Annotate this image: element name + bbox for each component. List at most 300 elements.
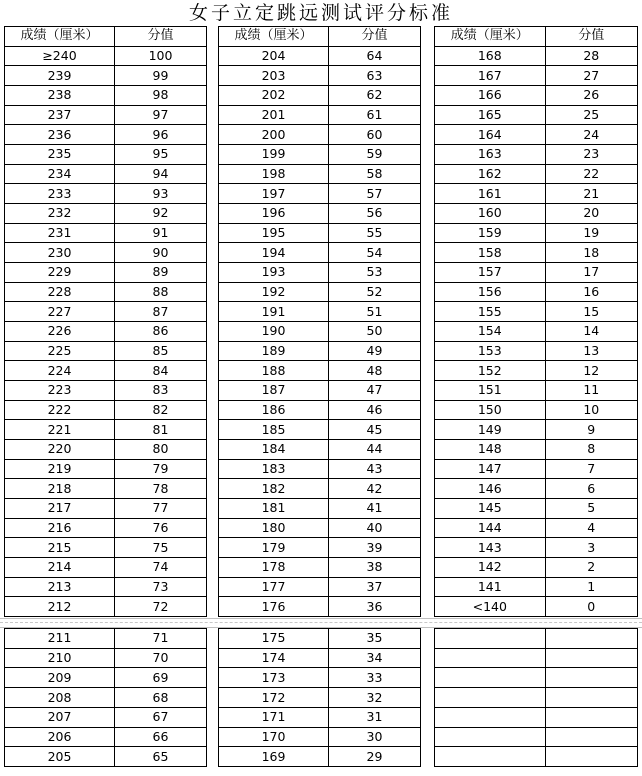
score-cell: 234 (5, 164, 115, 184)
points-cell: 35 (329, 629, 421, 649)
table-row (219, 459, 421, 479)
score-cell: 190 (219, 322, 329, 342)
table-row (5, 243, 207, 263)
score-cell: 167 (435, 66, 546, 86)
table-row (219, 322, 421, 342)
points-cell: 40 (329, 518, 421, 538)
table-row (5, 459, 207, 479)
score-cell: 177 (219, 577, 329, 597)
score-cell: 202 (219, 86, 329, 106)
page-break-divider (0, 618, 642, 628)
table-row (5, 46, 207, 66)
score-cell: 201 (219, 105, 329, 125)
score-cell: 196 (219, 204, 329, 224)
score-cell (435, 648, 546, 668)
points-cell (545, 707, 637, 727)
points-cell: 38 (329, 558, 421, 578)
points-cell: 15 (545, 302, 637, 322)
score-cell (435, 747, 546, 767)
score-cell: 226 (5, 322, 115, 342)
table-row (435, 440, 638, 460)
points-cell (545, 747, 637, 767)
table-row (5, 223, 207, 243)
points-cell: 29 (329, 747, 421, 767)
points-cell: 64 (329, 46, 421, 66)
table-row (5, 184, 207, 204)
table-row (219, 145, 421, 165)
score-cell: 203 (219, 66, 329, 86)
table-row (5, 145, 207, 165)
score-cell: 204 (219, 46, 329, 66)
score-cell: 170 (219, 727, 329, 747)
table-row (435, 302, 638, 322)
score-cell: 211 (5, 629, 115, 649)
score-cell: 160 (435, 204, 546, 224)
score-cell: 239 (5, 66, 115, 86)
points-cell: 82 (115, 400, 207, 420)
table-row (435, 381, 638, 401)
table-row (5, 727, 207, 747)
table-row (219, 648, 421, 668)
score-cell (435, 688, 546, 708)
score-cell: 225 (5, 341, 115, 361)
score-cell: 224 (5, 361, 115, 381)
table-row (5, 499, 207, 519)
score-cell: 150 (435, 400, 546, 420)
table-row (219, 499, 421, 519)
score-cell: 207 (5, 707, 115, 727)
table-row (5, 518, 207, 538)
points-cell: 84 (115, 361, 207, 381)
table-row (435, 243, 638, 263)
points-cell: 33 (329, 668, 421, 688)
table-row (5, 747, 207, 767)
points-cell: 2 (545, 558, 637, 578)
points-cell: 6 (545, 479, 637, 499)
score-cell (435, 629, 546, 649)
points-cell: 61 (329, 105, 421, 125)
score-column-header: 成绩（厘米） (435, 27, 546, 47)
score-cell: 152 (435, 361, 546, 381)
points-cell: 88 (115, 282, 207, 302)
score-cell: 228 (5, 282, 115, 302)
points-cell: 56 (329, 204, 421, 224)
score-cell: 192 (219, 282, 329, 302)
score-cell: 217 (5, 499, 115, 519)
points-cell: 90 (115, 243, 207, 263)
table-row (219, 302, 421, 322)
score-cell: 198 (219, 164, 329, 184)
points-cell: 68 (115, 688, 207, 708)
points-cell: 52 (329, 282, 421, 302)
points-cell: 5 (545, 499, 637, 519)
table-row (435, 400, 638, 420)
points-cell: 9 (545, 420, 637, 440)
points-cell: 78 (115, 479, 207, 499)
score-cell: 164 (435, 125, 546, 145)
table-row (435, 479, 638, 499)
table-row (219, 577, 421, 597)
score-cell (435, 668, 546, 688)
score-table-top-3 (434, 26, 638, 617)
score-cell: 184 (219, 440, 329, 460)
table-row (5, 577, 207, 597)
table-row (435, 66, 638, 86)
table-row (435, 322, 638, 342)
score-cell: 205 (5, 747, 115, 767)
table-row (435, 184, 638, 204)
table-row (435, 361, 638, 381)
points-cell: 85 (115, 341, 207, 361)
score-table-bottom-1 (4, 628, 207, 767)
table-row (5, 688, 207, 708)
table-row (219, 668, 421, 688)
points-cell: 80 (115, 440, 207, 460)
score-cell: 222 (5, 400, 115, 420)
table-row (219, 282, 421, 302)
table-row (435, 577, 638, 597)
table-row (5, 381, 207, 401)
table-row (5, 479, 207, 499)
table-row (435, 597, 638, 617)
points-cell: 14 (545, 322, 637, 342)
score-cell: 236 (5, 125, 115, 145)
score-cell (435, 727, 546, 747)
score-cell: 165 (435, 105, 546, 125)
score-cell: 221 (5, 420, 115, 440)
table-row (219, 243, 421, 263)
points-cell: 24 (545, 125, 637, 145)
table-row (219, 400, 421, 420)
table-row (435, 629, 638, 649)
points-cell: 98 (115, 86, 207, 106)
points-cell (545, 688, 637, 708)
score-cell: 216 (5, 518, 115, 538)
points-cell: 47 (329, 381, 421, 401)
points-cell: 72 (115, 597, 207, 617)
points-cell: 91 (115, 223, 207, 243)
points-cell: 77 (115, 499, 207, 519)
points-cell: 51 (329, 302, 421, 322)
points-cell: 8 (545, 440, 637, 460)
points-cell: 39 (329, 538, 421, 558)
points-cell: 83 (115, 381, 207, 401)
points-cell (545, 668, 637, 688)
points-cell: 95 (115, 145, 207, 165)
points-cell: 58 (329, 164, 421, 184)
table-row (219, 727, 421, 747)
table-row (219, 707, 421, 727)
points-cell: 87 (115, 302, 207, 322)
points-cell: 73 (115, 577, 207, 597)
score-cell: 189 (219, 341, 329, 361)
table-row (219, 597, 421, 617)
score-cell: 149 (435, 420, 546, 440)
score-cell: 197 (219, 184, 329, 204)
table-row (219, 479, 421, 499)
table-row (5, 597, 207, 617)
points-cell: 10 (545, 400, 637, 420)
score-cell: 173 (219, 668, 329, 688)
table-row (435, 223, 638, 243)
table-row (219, 361, 421, 381)
points-cell: 3 (545, 538, 637, 558)
table-row (435, 125, 638, 145)
points-cell: 86 (115, 322, 207, 342)
score-cell: 182 (219, 479, 329, 499)
points-cell: 71 (115, 629, 207, 649)
table-row (5, 66, 207, 86)
points-cell: 96 (115, 125, 207, 145)
points-cell: 79 (115, 459, 207, 479)
table-row (435, 518, 638, 538)
points-cell: 31 (329, 707, 421, 727)
points-cell: 81 (115, 420, 207, 440)
score-cell: 200 (219, 125, 329, 145)
table-row (435, 46, 638, 66)
score-table-bottom-3 (434, 628, 638, 767)
table-row (219, 263, 421, 283)
table-row (5, 204, 207, 224)
table-row (5, 86, 207, 106)
score-cell: 237 (5, 105, 115, 125)
points-column-header: 分值 (329, 27, 421, 47)
table-row (5, 125, 207, 145)
score-cell: 215 (5, 538, 115, 558)
score-cell: 155 (435, 302, 546, 322)
score-cell: 142 (435, 558, 546, 578)
points-cell: 55 (329, 223, 421, 243)
points-cell (545, 727, 637, 747)
points-cell: 13 (545, 341, 637, 361)
table-row (435, 341, 638, 361)
score-cell: 162 (435, 164, 546, 184)
table-row (219, 86, 421, 106)
points-cell: 100 (115, 46, 207, 66)
table-row (219, 223, 421, 243)
table-row (435, 105, 638, 125)
table-row (219, 105, 421, 125)
table-row (435, 263, 638, 283)
score-cell: 214 (5, 558, 115, 578)
points-cell: 60 (329, 125, 421, 145)
table-row (5, 538, 207, 558)
table-row (219, 538, 421, 558)
score-cell: 235 (5, 145, 115, 165)
table-row (435, 86, 638, 106)
table-row (435, 459, 638, 479)
table-row (5, 558, 207, 578)
score-cell: 209 (5, 668, 115, 688)
score-cell: 158 (435, 243, 546, 263)
table-row (5, 263, 207, 283)
table-row (5, 105, 207, 125)
table-row (435, 727, 638, 747)
score-cell: 166 (435, 86, 546, 106)
points-cell: 66 (115, 727, 207, 747)
points-cell: 21 (545, 184, 637, 204)
points-cell: 34 (329, 648, 421, 668)
score-cell (435, 707, 546, 727)
table-row (435, 499, 638, 519)
table-row (5, 400, 207, 420)
table-row (219, 164, 421, 184)
points-cell: 92 (115, 204, 207, 224)
table-row (5, 164, 207, 184)
points-cell: 93 (115, 184, 207, 204)
score-cell: 159 (435, 223, 546, 243)
table-row (5, 420, 207, 440)
table-row (435, 688, 638, 708)
score-cell: 231 (5, 223, 115, 243)
table-row (435, 204, 638, 224)
score-cell: 148 (435, 440, 546, 460)
table-row (219, 518, 421, 538)
table-row (5, 629, 207, 649)
points-cell: 59 (329, 145, 421, 165)
table-row (219, 184, 421, 204)
table-row (219, 747, 421, 767)
score-cell: 174 (219, 648, 329, 668)
points-cell: 12 (545, 361, 637, 381)
points-cell: 67 (115, 707, 207, 727)
table-row (219, 420, 421, 440)
score-cell: 141 (435, 577, 546, 597)
score-cell: 188 (219, 361, 329, 381)
score-cell: 186 (219, 400, 329, 420)
table-row (219, 688, 421, 708)
score-cell: 147 (435, 459, 546, 479)
points-cell: 26 (545, 86, 637, 106)
points-cell: 0 (545, 597, 637, 617)
points-cell: 53 (329, 263, 421, 283)
table-row (5, 322, 207, 342)
score-cell: 238 (5, 86, 115, 106)
points-cell: 62 (329, 86, 421, 106)
score-column-header: 成绩（厘米） (219, 27, 329, 47)
score-cell: 146 (435, 479, 546, 499)
score-cell: ≥240 (5, 46, 115, 66)
points-cell: 4 (545, 518, 637, 538)
points-cell: 49 (329, 341, 421, 361)
points-cell: 37 (329, 577, 421, 597)
table-header-row (219, 27, 421, 47)
score-cell: 172 (219, 688, 329, 708)
score-cell: 227 (5, 302, 115, 322)
score-cell: 180 (219, 518, 329, 538)
table-row (435, 648, 638, 668)
table-row (435, 145, 638, 165)
score-cell: 199 (219, 145, 329, 165)
table-header-row (435, 27, 638, 47)
points-cell: 1 (545, 577, 637, 597)
table-row (435, 707, 638, 727)
score-cell: 185 (219, 420, 329, 440)
score-table-bottom-2 (218, 628, 421, 767)
score-cell: 210 (5, 648, 115, 668)
points-cell: 22 (545, 164, 637, 184)
points-cell: 70 (115, 648, 207, 668)
points-cell: 75 (115, 538, 207, 558)
table-row (435, 538, 638, 558)
table-row (219, 629, 421, 649)
table-row (5, 668, 207, 688)
score-cell: 232 (5, 204, 115, 224)
table-row (5, 648, 207, 668)
points-cell: 97 (115, 105, 207, 125)
points-cell: 65 (115, 747, 207, 767)
score-cell: 212 (5, 597, 115, 617)
points-cell: 41 (329, 499, 421, 519)
score-cell: 218 (5, 479, 115, 499)
points-column-header: 分值 (545, 27, 637, 47)
points-cell: 36 (329, 597, 421, 617)
table-row (5, 361, 207, 381)
score-cell: 181 (219, 499, 329, 519)
table-row (435, 747, 638, 767)
points-cell: 63 (329, 66, 421, 86)
score-cell: 163 (435, 145, 546, 165)
points-cell: 43 (329, 459, 421, 479)
score-cell: 154 (435, 322, 546, 342)
score-cell: 144 (435, 518, 546, 538)
points-cell: 17 (545, 263, 637, 283)
points-cell: 23 (545, 145, 637, 165)
score-cell: 175 (219, 629, 329, 649)
points-cell: 89 (115, 263, 207, 283)
score-cell: 195 (219, 223, 329, 243)
points-cell: 69 (115, 668, 207, 688)
score-cell: 179 (219, 538, 329, 558)
table-row (5, 282, 207, 302)
points-cell: 99 (115, 66, 207, 86)
table-row (219, 46, 421, 66)
score-cell: 171 (219, 707, 329, 727)
points-column-header: 分值 (115, 27, 207, 47)
points-cell (545, 629, 637, 649)
score-cell: 169 (219, 747, 329, 767)
table-row (219, 381, 421, 401)
points-cell: 57 (329, 184, 421, 204)
table-header-row (5, 27, 207, 47)
score-table-top-1 (4, 26, 207, 617)
score-cell: 194 (219, 243, 329, 263)
points-cell: 44 (329, 440, 421, 460)
points-cell: 46 (329, 400, 421, 420)
table-row (219, 341, 421, 361)
table-row (5, 707, 207, 727)
points-cell: 48 (329, 361, 421, 381)
table-row (219, 440, 421, 460)
table-row (5, 341, 207, 361)
score-cell: 176 (219, 597, 329, 617)
score-cell: 220 (5, 440, 115, 460)
points-cell: 11 (545, 381, 637, 401)
points-cell: 94 (115, 164, 207, 184)
points-cell: 28 (545, 46, 637, 66)
score-cell: 151 (435, 381, 546, 401)
score-cell: 213 (5, 577, 115, 597)
points-cell: 30 (329, 727, 421, 747)
score-cell: 157 (435, 263, 546, 283)
points-cell: 19 (545, 223, 637, 243)
table-row (435, 164, 638, 184)
score-cell: 191 (219, 302, 329, 322)
table-row (5, 440, 207, 460)
score-cell: 153 (435, 341, 546, 361)
points-cell: 7 (545, 459, 637, 479)
table-row (435, 558, 638, 578)
